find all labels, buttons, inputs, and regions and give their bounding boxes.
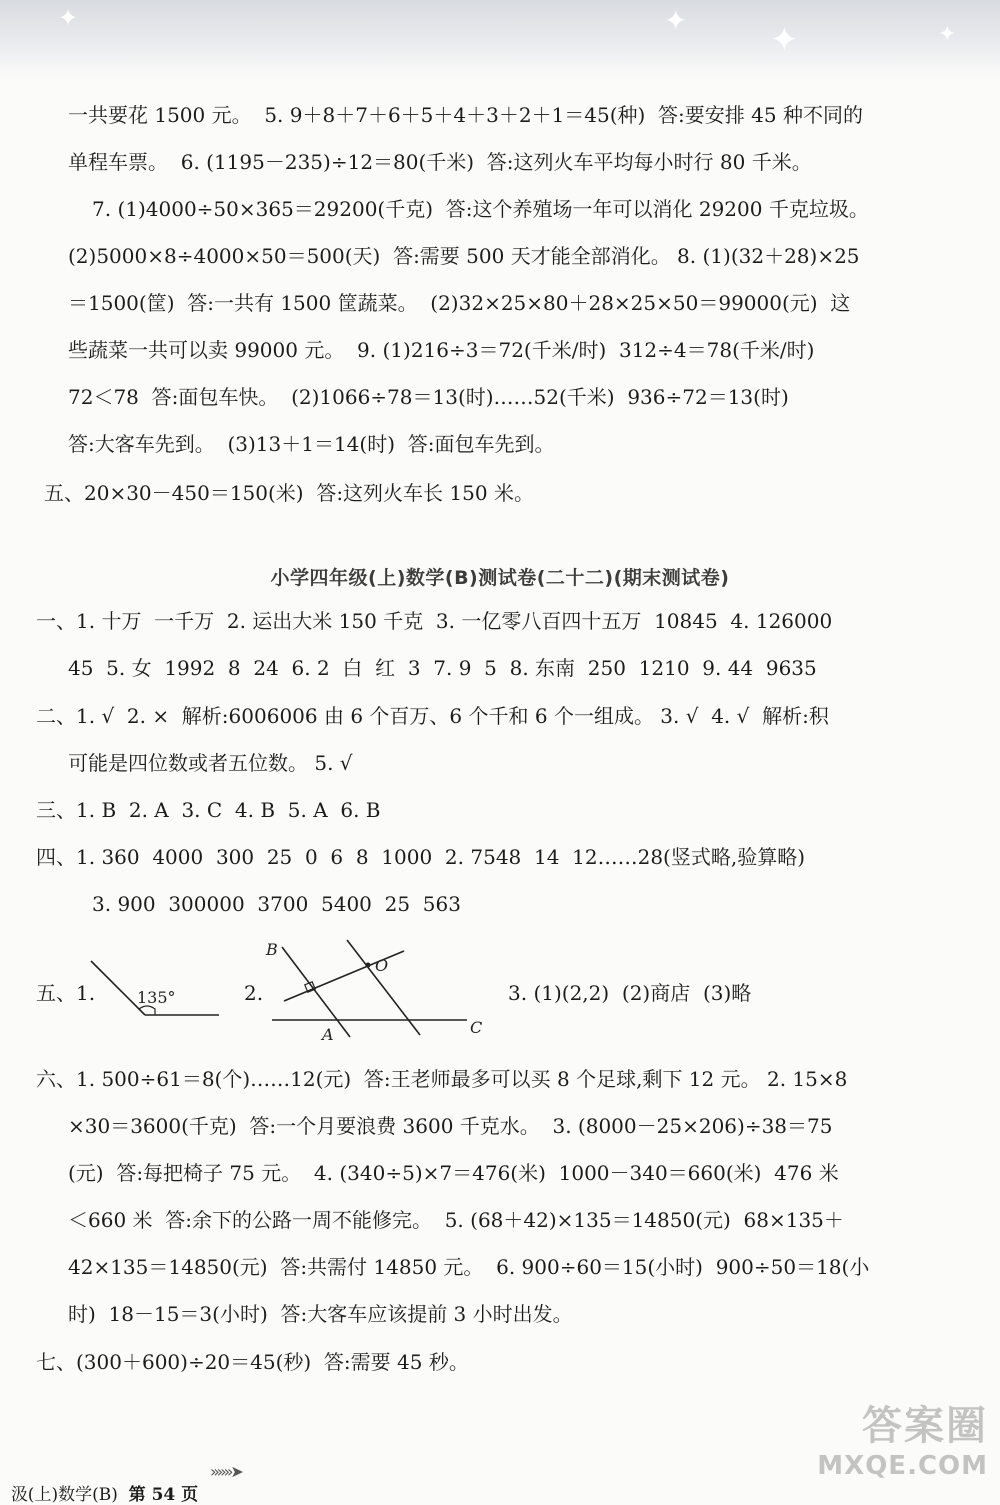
answer-line: ＝1500(筐) 答:一共有 1500 筐蔬菜。 (2)32×25×80＋28×25×50＝99000(元) 这 (68, 291, 851, 315)
point-c-label: C (470, 1018, 483, 1037)
figure-label-2: 2. (244, 981, 264, 1005)
angle-figure (85, 955, 225, 1025)
answer-line: 二、1. √ 2. × 解析:6006006 由 6 个百万、6 个千和 6 个一组成。 3. √ 4. √ 解析:积 (36, 704, 829, 728)
page-header-band (0, 0, 1000, 78)
page-footer (0, 1460, 198, 1505)
parallel-lines-figure (262, 935, 492, 1045)
answer-line: 72＜78 答:面包车快。 (2)1066÷78＝13(时)……52(千米) 936÷72＝13(时) (68, 385, 789, 409)
sparkle-icon: ✦ (58, 4, 79, 32)
angle-label: 135° (137, 988, 176, 1007)
answer-line: 四、1. 360 4000 300 25 0 6 8 1000 2. 7548 14 12……28(竖式略,验算略) (36, 845, 806, 869)
watermark-logo: 答案圈 (862, 1403, 988, 1449)
answer-line: ＜660 米 答:余下的公路一周不能修完。 5. (68＋42)×135＝14850(元) 68×135＋ (68, 1208, 844, 1232)
chevron-right-icon: »»»➤ (210, 1462, 241, 1481)
answer-line: (2)5000×8÷4000×50＝500(天) 答:需要 500 天才能全部消化。 8. (1)(32＋28)×25 (68, 244, 860, 268)
section-title: 小学四年级(上)数学(B)测试卷(二十二)(期末测试卷) (270, 567, 730, 589)
footer-book-title: 汲(上)数学(B) (10, 1485, 118, 1505)
answer-line: ×30＝3600(千克) 答:一个月要浪费 3600 千克水。 3. (8000－25×206)÷38＝75 (68, 1114, 833, 1138)
sparkle-icon: ✦ (770, 20, 799, 60)
answer-line: 七、(300＋600)÷20＝45(秒) 答:需要 45 秒。 (36, 1350, 469, 1374)
answer-line: 三、1. B 2. A 3. C 4. B 5. A 6. B (36, 798, 381, 822)
figure-label-1: 五、1. (36, 981, 96, 1005)
answer-line: 单程车票。 6. (1195－235)÷12＝80(千米) 答:这列火车平均每小时行 80 千米。 (68, 150, 812, 174)
answer-line: 些蔬菜一共可以卖 99000 元。 9. (1)216÷3＝72(千米/时) 312÷4＝78(千米/时) (68, 338, 815, 362)
answer-line: (元) 答:每把椅子 75 元。 4. (340÷5)×7＝476(米) 1000－340＝660(米) 476 米 (68, 1161, 839, 1185)
watermark (817, 1394, 988, 1481)
answer-line: 45 5. 女 1992 8 24 6. 2 白 红 3 7. 9 5 8. 东南 250 1210 9. 44 9635 (68, 656, 817, 680)
answer-line: 3. 900 300000 3700 5400 25 563 (92, 892, 461, 916)
answer-line: 六、1. 500÷61＝8(个)……12(元) 答:王老师最多可以买 8 个足球,剩下 12 元。 2. 15×8 (36, 1067, 848, 1091)
point-a-label: A (322, 1025, 334, 1044)
answer-line: 一、1. 十万 一千万 2. 运出大米 150 千克 3. 一亿零八百四十五万 10845 4. 126000 (36, 609, 833, 633)
answer-line: 可能是四位数或者五位数。 5. √ (68, 751, 353, 775)
answer-line: 时) 18－15＝3(小时) 答:大客车应该提前 3 小时出发。 (68, 1302, 573, 1326)
figure-answer-3: 3. (1)(2,2) (2)商店 (3)略 (508, 981, 752, 1005)
point-o-label: O (375, 956, 389, 975)
watermark-site: MXQE.COM (817, 1451, 988, 1481)
answer-line: 五、20×30－450＝150(米) 答:这列火车长 150 米。 (44, 481, 534, 505)
sparkle-icon: ✦ (664, 4, 688, 37)
answer-line: 答:大客车先到。 (3)13＋1＝14(时) 答:面包车先到。 (68, 432, 555, 456)
answer-line: 一共要花 1500 元。 5. 9＋8＋7＋6＋5＋4＋3＋2＋1＝45(种) 答:要安排 45 种不同的 (68, 103, 863, 127)
answer-line: 7. (1)4000÷50×365＝29200(千克) 答:这个养殖场一年可以消化 29200 千克垃圾。 (92, 197, 869, 221)
page-number: 第 54 页 (128, 1485, 199, 1505)
point-b-label: B (266, 940, 278, 959)
sparkle-icon: ✦ (938, 22, 957, 47)
answer-line: 42×135＝14850(元) 答:共需付 14850 元。 6. 900÷60＝15(小时) 900÷50＝18(小 (68, 1255, 870, 1279)
